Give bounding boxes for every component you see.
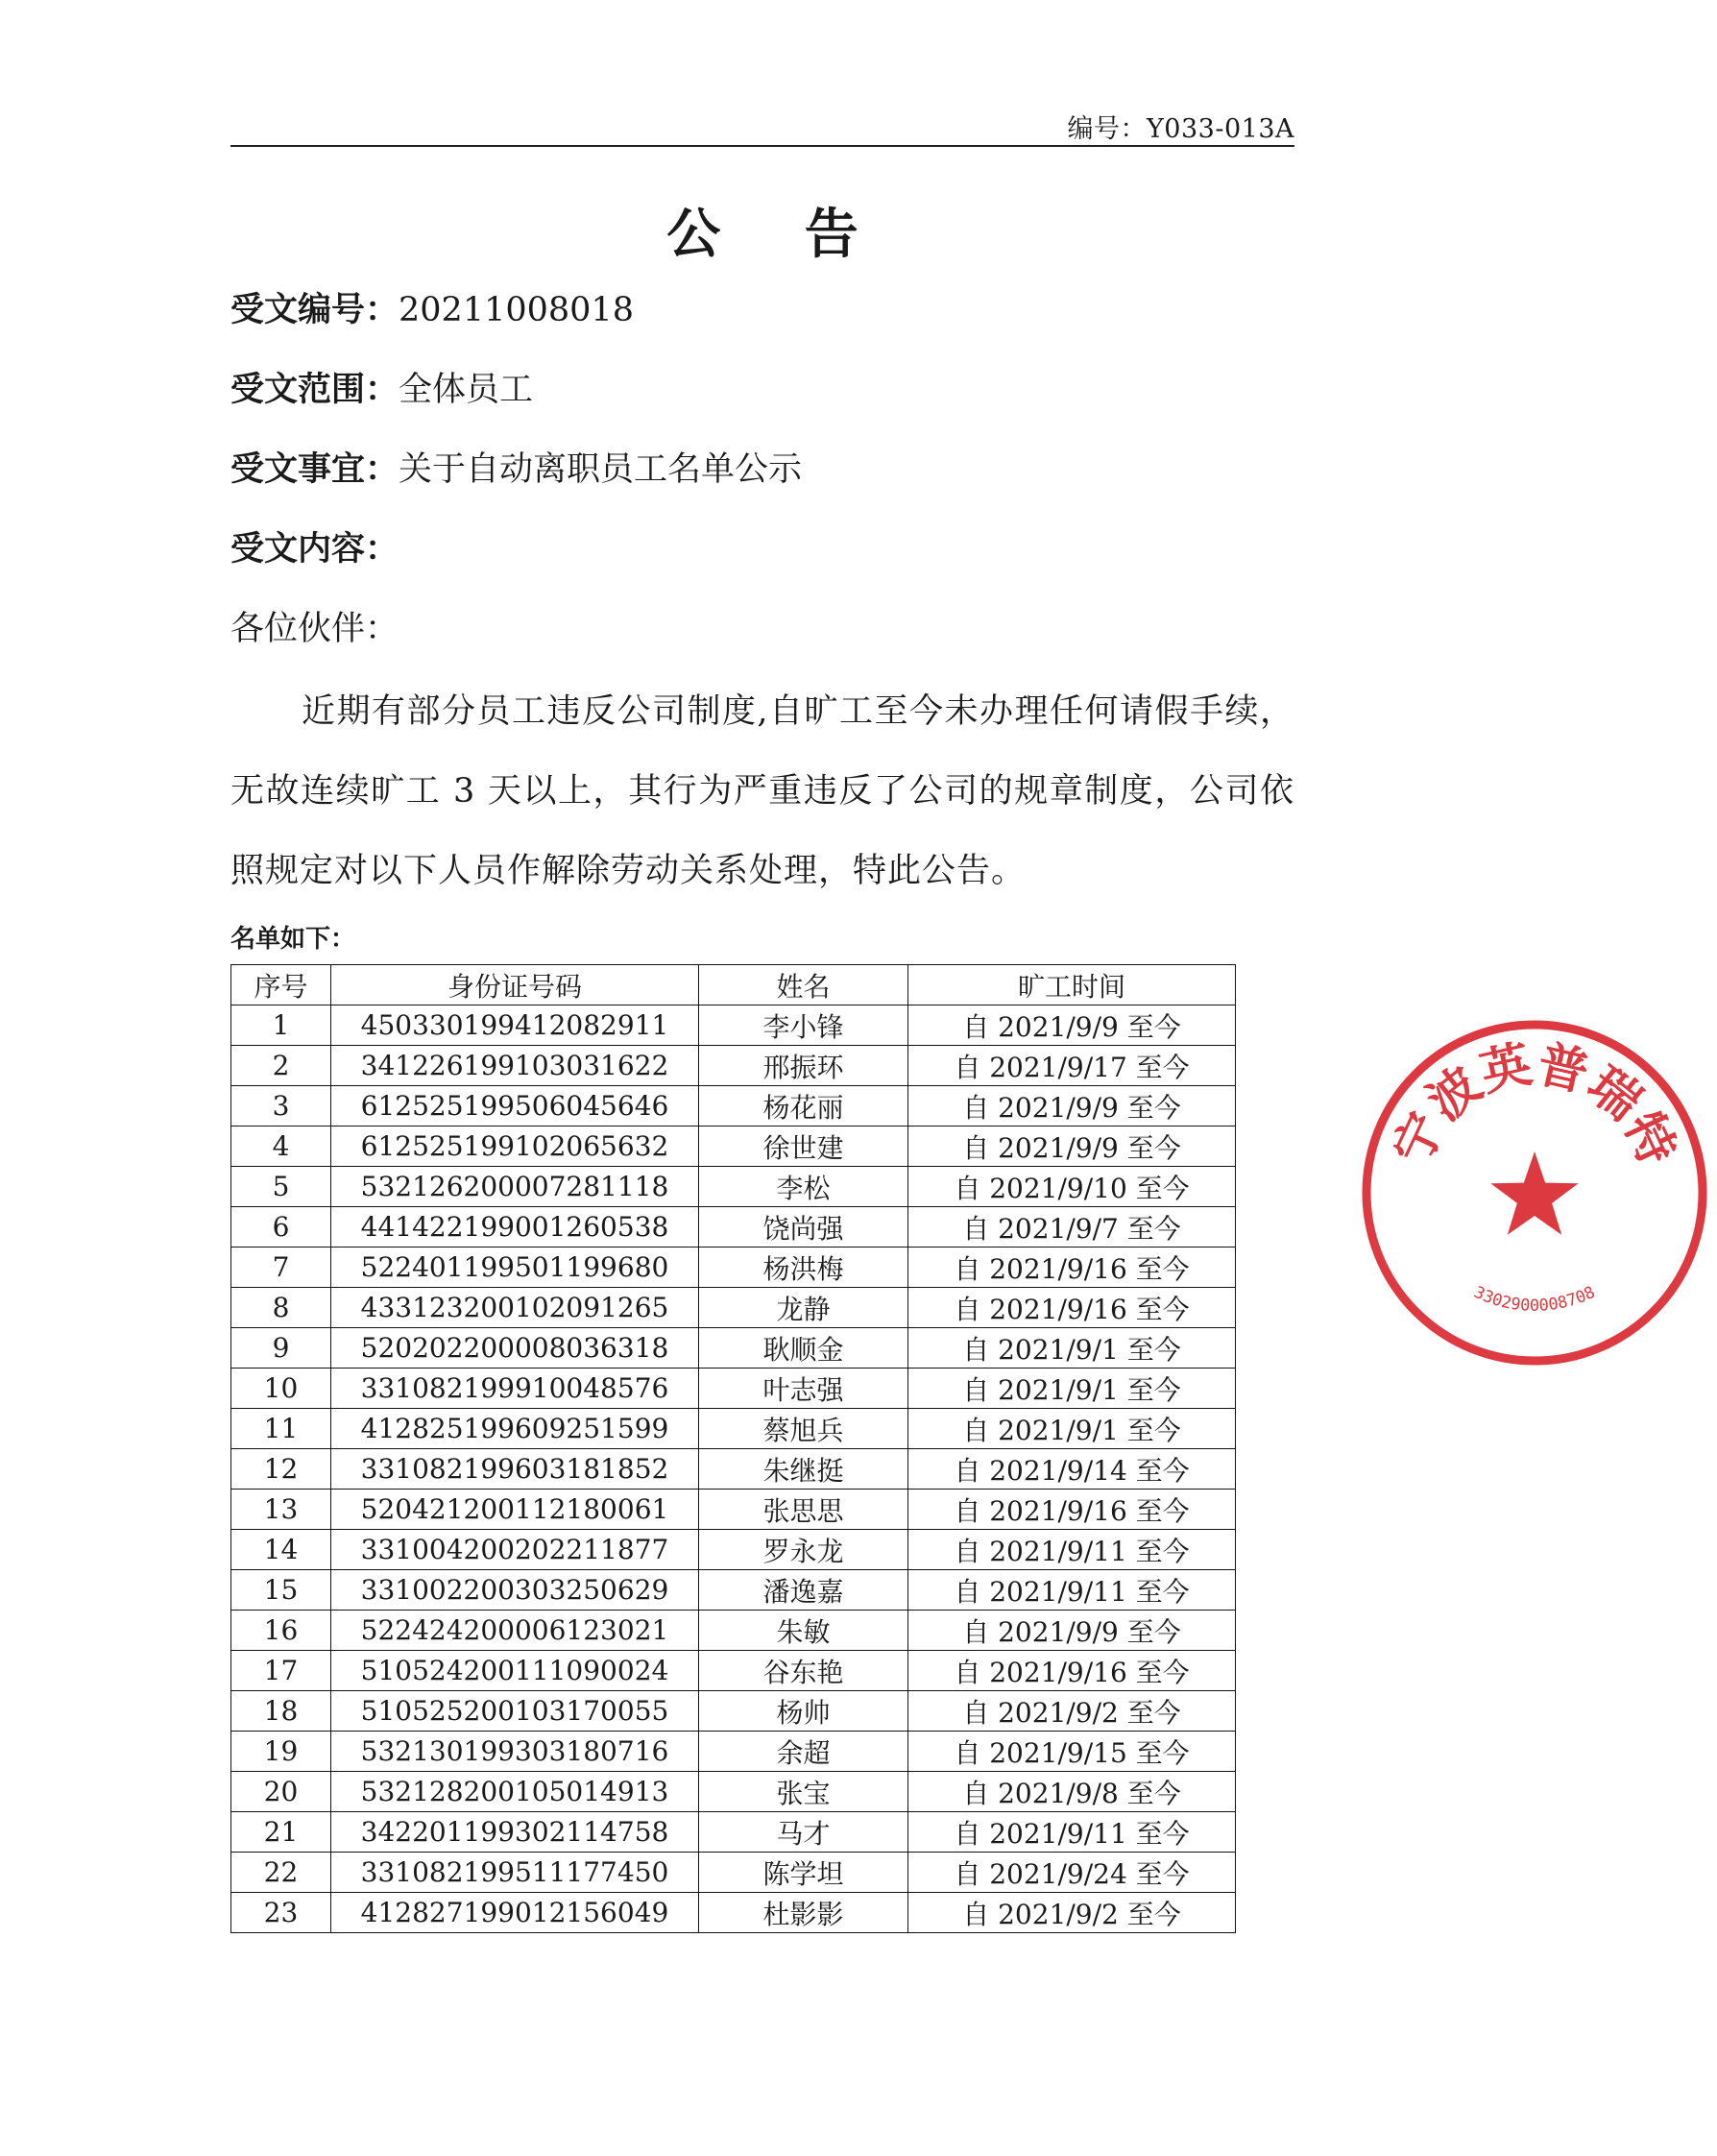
cell-id-number: 510525200103170055 [331,1691,699,1732]
cell-absence-period: 自 2021/9/11 至今 [908,1812,1236,1853]
cell-name: 李松 [699,1167,908,1207]
cell-index: 21 [231,1812,331,1853]
cell-name: 潘逸嘉 [699,1570,908,1611]
column-header-name: 姓名 [699,965,908,1005]
cell-name: 朱继挺 [699,1449,908,1490]
meta-value: 关于自动离职员工名单公示 [399,450,803,489]
cell-absence-period: 自 2021/9/11 至今 [908,1530,1236,1570]
table-row [231,1691,1236,1732]
meta-scope [230,363,533,411]
cell-absence-period: 自 2021/9/14 至今 [908,1449,1236,1490]
cell-absence-period: 自 2021/9/16 至今 [908,1651,1236,1691]
cell-absence-period: 自 2021/9/1 至今 [908,1409,1236,1449]
cell-id-number: 331082199910048576 [331,1369,699,1409]
company-seal [1352,1010,1717,1375]
cell-name: 张宝 [699,1772,908,1812]
cell-name: 马才 [699,1812,908,1853]
header-divider [230,145,1294,147]
cell-absence-period: 自 2021/9/8 至今 [908,1772,1236,1812]
cell-index: 23 [231,1893,331,1933]
cell-id-number: 522401199501199680 [331,1248,699,1288]
cell-absence-period: 自 2021/9/16 至今 [908,1248,1236,1288]
cell-id-number: 412825199609251599 [331,1409,699,1449]
list-label: 名单如下： [230,925,356,954]
column-header-absence-period: 旷工时间 [908,965,1236,1005]
table-row [231,1409,1236,1449]
announcement-body: 近期有部分员工违反公司制度,自旷工至今未办理任何请假手续，无故连续旷工 3 天以上，其行为严重违反了公司的规章制度，公司依照规定对以下人员作解除劳动关系处理，特此公告。 [230,692,1294,890]
meta-receipt-number [230,283,634,331]
cell-absence-period: 自 2021/9/7 至今 [908,1207,1236,1248]
cell-name: 朱敏 [699,1611,908,1651]
cell-index: 15 [231,1570,331,1611]
table-row [231,1611,1236,1651]
cell-index: 7 [231,1248,331,1288]
cell-absence-period: 自 2021/9/10 至今 [908,1167,1236,1207]
cell-id-number: 433123200102091265 [331,1288,699,1328]
cell-id-number: 532128200105014913 [331,1772,699,1812]
cell-absence-period: 自 2021/9/1 至今 [908,1369,1236,1409]
meta-subject [230,443,802,491]
cell-absence-period: 自 2021/9/1 至今 [908,1328,1236,1369]
table-row [231,1248,1236,1288]
greeting: 各位伙伴： [230,610,399,648]
cell-name: 张思思 [699,1490,908,1530]
cell-index: 11 [231,1409,331,1449]
cell-id-number: 450330199412082911 [331,1005,699,1046]
table-row [231,1369,1236,1409]
svg-text:3302900008708 [1471,1283,1599,1316]
cell-absence-period: 自 2021/9/9 至今 [908,1126,1236,1167]
cell-name: 余超 [699,1732,908,1772]
meta-key: 受文内容： [230,529,399,569]
cell-id-number: 331004200202211877 [331,1530,699,1570]
cell-id-number: 522424200006123021 [331,1611,699,1651]
cell-id-number: 331002200303250629 [331,1570,699,1611]
cell-index: 4 [231,1126,331,1167]
cell-index: 20 [231,1772,331,1812]
seal-number: 3302900008708 [1470,1282,1599,1316]
table-row [231,1530,1236,1570]
table-row [231,1288,1236,1328]
seal-star-icon [1490,1151,1578,1235]
meta-content [230,522,399,570]
cell-name: 饶尚强 [699,1207,908,1248]
cell-absence-period: 自 2021/9/9 至今 [908,1005,1236,1046]
cell-id-number: 331082199603181852 [331,1449,699,1490]
cell-absence-period: 自 2021/9/9 至今 [908,1611,1236,1651]
cell-name: 邢振环 [699,1046,908,1086]
table-row [231,1449,1236,1490]
cell-absence-period: 自 2021/9/24 至今 [908,1853,1236,1893]
cell-index: 22 [231,1853,331,1893]
cell-name: 徐世建 [699,1126,908,1167]
table-header-row [231,965,1236,1005]
cell-index: 6 [231,1207,331,1248]
table-row [231,1812,1236,1853]
cell-name: 杨洪梅 [699,1248,908,1288]
table-row [231,1086,1236,1126]
cell-name: 李小锋 [699,1005,908,1046]
table-row [231,1207,1236,1248]
table-row [231,1005,1236,1046]
cell-index: 1 [231,1005,331,1046]
cell-id-number: 510524200111090024 [331,1651,699,1691]
cell-name: 叶志强 [699,1369,908,1409]
cell-id-number: 612525199506045646 [331,1086,699,1126]
cell-index: 2 [231,1046,331,1086]
column-header-id-number: 身份证号码 [331,965,699,1005]
cell-index: 16 [231,1611,331,1651]
column-header-index: 序号 [231,965,331,1005]
cell-name: 耿顺金 [699,1328,908,1369]
cell-absence-period: 自 2021/9/11 至今 [908,1570,1236,1611]
cell-absence-period: 自 2021/9/2 至今 [908,1691,1236,1732]
table-row [231,1328,1236,1369]
cell-absence-period: 自 2021/9/16 至今 [908,1288,1236,1328]
cell-index: 3 [231,1086,331,1126]
cell-name: 蔡旭兵 [699,1409,908,1449]
cell-index: 9 [231,1328,331,1369]
meta-key: 受文编号： [230,290,399,329]
cell-name: 杨花丽 [699,1086,908,1126]
cell-id-number: 441422199001260538 [331,1207,699,1248]
cell-index: 19 [231,1732,331,1772]
cell-id-number: 342201199302114758 [331,1812,699,1853]
meta-key: 受文事宜： [230,449,399,489]
cell-index: 10 [231,1369,331,1409]
table-row [231,1651,1236,1691]
document-number: 编号：Y033-013A [1067,114,1294,144]
cell-id-number: 412827199012156049 [331,1893,699,1933]
cell-absence-period: 自 2021/9/16 至今 [908,1490,1236,1530]
table-body [231,1005,1236,1933]
cell-index: 18 [231,1691,331,1732]
cell-id-number: 331082199511177450 [331,1853,699,1893]
cell-index: 8 [231,1288,331,1328]
cell-absence-period: 自 2021/9/17 至今 [908,1046,1236,1086]
table-row [231,1126,1236,1167]
meta-key: 受文范围： [230,370,399,409]
cell-name: 陈学坦 [699,1853,908,1893]
cell-index: 5 [231,1167,331,1207]
cell-name: 龙静 [699,1288,908,1328]
page-title: 公 告 [666,203,891,266]
cell-name: 谷东艳 [699,1651,908,1691]
table-row [231,1853,1236,1893]
cell-id-number: 532130199303180716 [331,1732,699,1772]
cell-id-number: 341226199103031622 [331,1046,699,1086]
table-row [231,1046,1236,1086]
cell-id-number: 520421200112180061 [331,1490,699,1530]
cell-absence-period: 自 2021/9/2 至今 [908,1893,1236,1933]
meta-value: 20211008018 [399,291,634,329]
meta-value: 全体员工 [399,371,534,409]
table-row [231,1570,1236,1611]
cell-index: 17 [231,1651,331,1691]
cell-name: 杨帅 [699,1691,908,1732]
cell-index: 14 [231,1530,331,1570]
cell-id-number: 612525199102065632 [331,1126,699,1167]
cell-name: 罗永龙 [699,1530,908,1570]
table-row [231,1893,1236,1933]
cell-id-number: 532126200007281118 [331,1167,699,1207]
dismissal-table [230,964,1236,1933]
table-row [231,1772,1236,1812]
cell-name: 杜影影 [699,1893,908,1933]
table-row [231,1732,1236,1772]
table-row [231,1167,1236,1207]
table-row [231,1490,1236,1530]
seal-text: 宁波英普瑞特 [1383,1035,1686,1175]
cell-absence-period: 自 2021/9/9 至今 [908,1086,1236,1126]
cell-index: 12 [231,1449,331,1490]
cell-index: 13 [231,1490,331,1530]
cell-id-number: 520202200008036318 [331,1328,699,1369]
cell-absence-period: 自 2021/9/15 至今 [908,1732,1236,1772]
